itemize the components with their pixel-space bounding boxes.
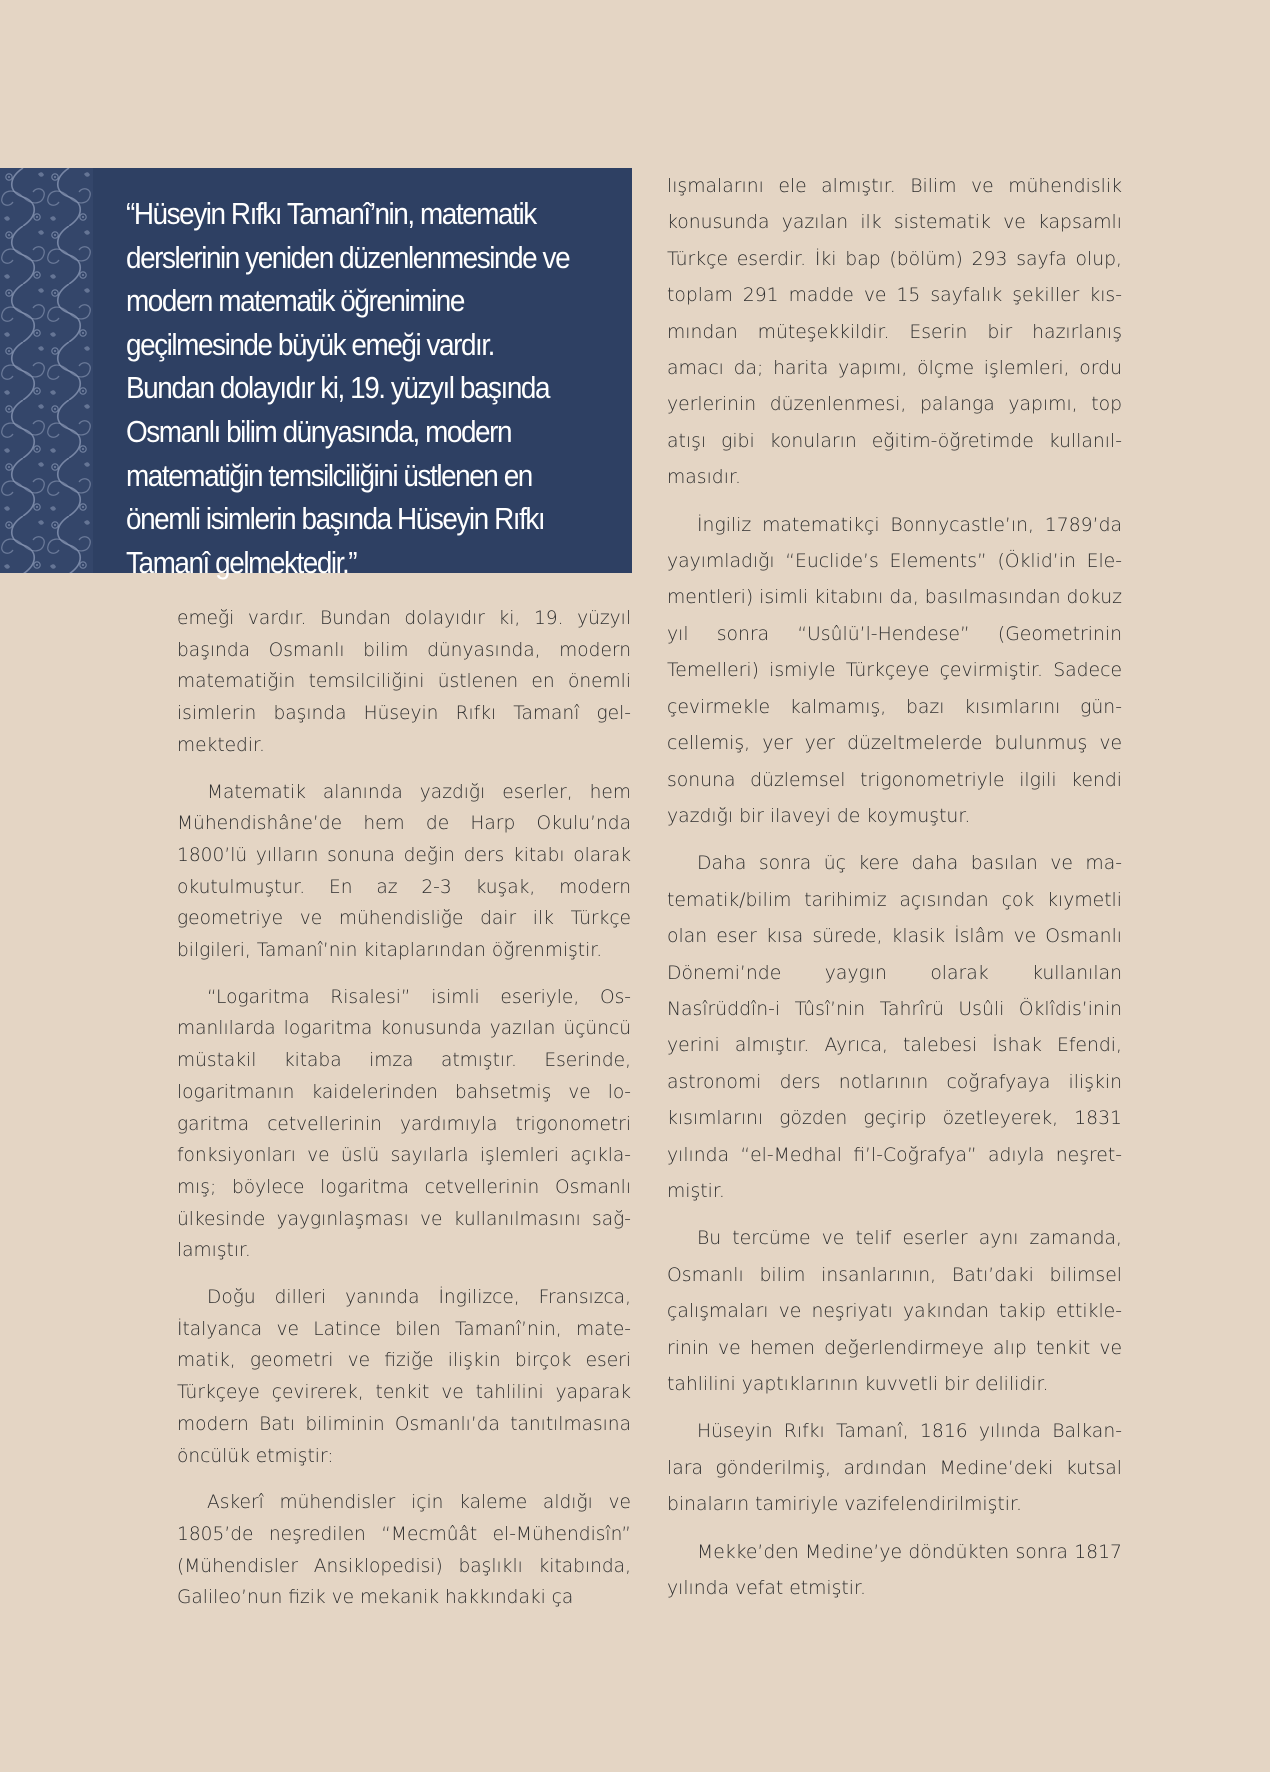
- left-text-column: [177, 603, 631, 1614]
- paragraph: Matematik alanında yazdığı eserler, hem Mühendishâne’de hem de Harp Okulu’nda 1800’lü yılların sonuna değin ders kitabı olarak okutulmuştur. En az 2-3 kuşak, modern geometriye ve mühendisliğe dair ilk Türkçe bilgileri, Tamanî’nin kitaplarından öğrenmiştir.: [177, 781, 631, 962]
- paragraph: Hüseyin Rıfkı Tamanî, 1816 yılında Balkanlara gönderilmiş, ardından Medine’deki kutsal binaların tamiriyle vazifelendirilmiştir.: [667, 1421, 1122, 1516]
- pull-quote-box: [0, 168, 632, 580]
- paragraph: Daha sonra üç kere daha basılan ve matematik/bilim tarihimiz açısından çok kıymetli olan eser kısa sürede, klasik İslâm ve Osmanlı Dönemi’nde yaygın olarak kullanılan Nasîrüddîn-i Tûsî’nin Tahrîrü Usûli Öklîdis’inin yerini almıştır. Ayrıca, talebesi İshak Efendi, astronomi ders notlarının coğrafyaya ilişkin kısımlarını gözden geçirip özetleyerek, 1831 yılında “el-Medhal fi’l-Coğrafya” adıyla neşretmiştir.: [667, 853, 1122, 1202]
- paragraph: İngiliz matematikçi Bonnycastle’ın, 1789’da yayımladığı “Euclide’s Elements” (Öklid’in Elementleri) isimli kitabını da, basılmasından dokuz yıl sonra “Usûlü’l-Hendese” (Geometrinin Temelleri) ismiyle Türkçeye çevirmiştir. Sadece çevirmekle kalmamış, bazı kısımlarını güncellemiş, yer yer düzeltmelerde bulunmuş ve sonuna düzlemsel trigonometriyle ilgili kendi yazdığı bir ilaveyi de koymuştur.: [667, 514, 1122, 827]
- floral-ornament-icon: [0, 168, 93, 573]
- paragraph: Bu tercüme ve telif eserler aynı zamanda, Osmanlı bilim insanlarının, Batı’daki bilimsel çalışmaları ve neşriyatı yakından takip ettiklerinin ve hemen değerlendirmeye alıp tenkit ve tahlilini yaptıklarının kuvvetli bir delilidir.: [667, 1228, 1122, 1395]
- paragraph: lışmalarını ele almıştır. Bilim ve mühendislik konusunda yazılan ilk sistematik ve kapsamlı Türkçe eserdir. İki bap (bölüm) 293 sayfa olup, toplam 291 madde ve 15 sayfalık şekiller kısmından müteşekkildir. Eserin bir hazırlanış amacı da; harita yapımı, ölçme işlemleri, ordu yerlerinin düzenlenmesi, palanga yapımı, top atışı gibi konuların eğitim-öğretimde kullanılmasıdır.: [667, 176, 1122, 489]
- paragraph: Mekke’den Medine’ye döndükten sonra 1817 yılında vefat etmiştir.: [667, 1541, 1122, 1600]
- paragraph: Doğu dilleri yanında İngilizce, Fransızca, İtalyanca ve Latince bilen Tamanî’nin, matematik, geometri ve fiziğe ilişkin birçok eseri Türkçeye çevirerek, tenkit ve tahlilini yaparak modern Batı biliminin Osmanlı’da tanıtılmasına öncülük etmiştir:: [177, 1287, 631, 1467]
- paragraph: emeği vardır. Bundan dolayıdır ki, 19. yüzyıl başında Osmanlı bilim dünyasında, modern matematiğin temsilciliğini üstlenen en önemli isimlerin başında Hüseyin Rıfkı Tamanî gelmektedir.: [177, 608, 631, 756]
- pull-quote-text: “Hüseyin Rıfkı Tamanî’nin, matematik derslerinin yeniden düzenlenmesinde ve modern matematik öğrenimine geçilmesinde büyük emeği vardır. Bundan dolayıdır ki, 19. yüzyıl başında Osmanlı bilim dünyasında, modern matematiğin temsilciliğini üstlenen en önemli isimlerin başında Hüseyin Rıfkı Tamanî gelmektedir.”: [126, 196, 570, 580]
- paragraph: Askerî mühendisler için kaleme aldığı ve 1805’de neşredilen “Mecmûât el-Mühendisîn” (Mühendisler Ansiklopedisi) başlıklı kitabında, Galileo’nun fizik ve mekanik hakkındaki ça: [177, 1492, 631, 1609]
- right-text-column: [667, 169, 1122, 1607]
- paragraph: “Logaritma Risalesi” isimli eseriyle, Osmanlılarda logaritma konusunda yazılan üçüncü müstakil kitaba imza atmıştır. Eserinde, logaritmanın kaidelerinden bahsetmiş ve logaritma cetvellerinin yardımıyla trigonometri fonksiyonları ve üslü sayılarla işlemleri açıklamış; böylece logaritma cetvellerinin Osmanlı ülkesinde yaygınlaşması ve kullanılmasını sağlamıştır.: [177, 986, 631, 1262]
